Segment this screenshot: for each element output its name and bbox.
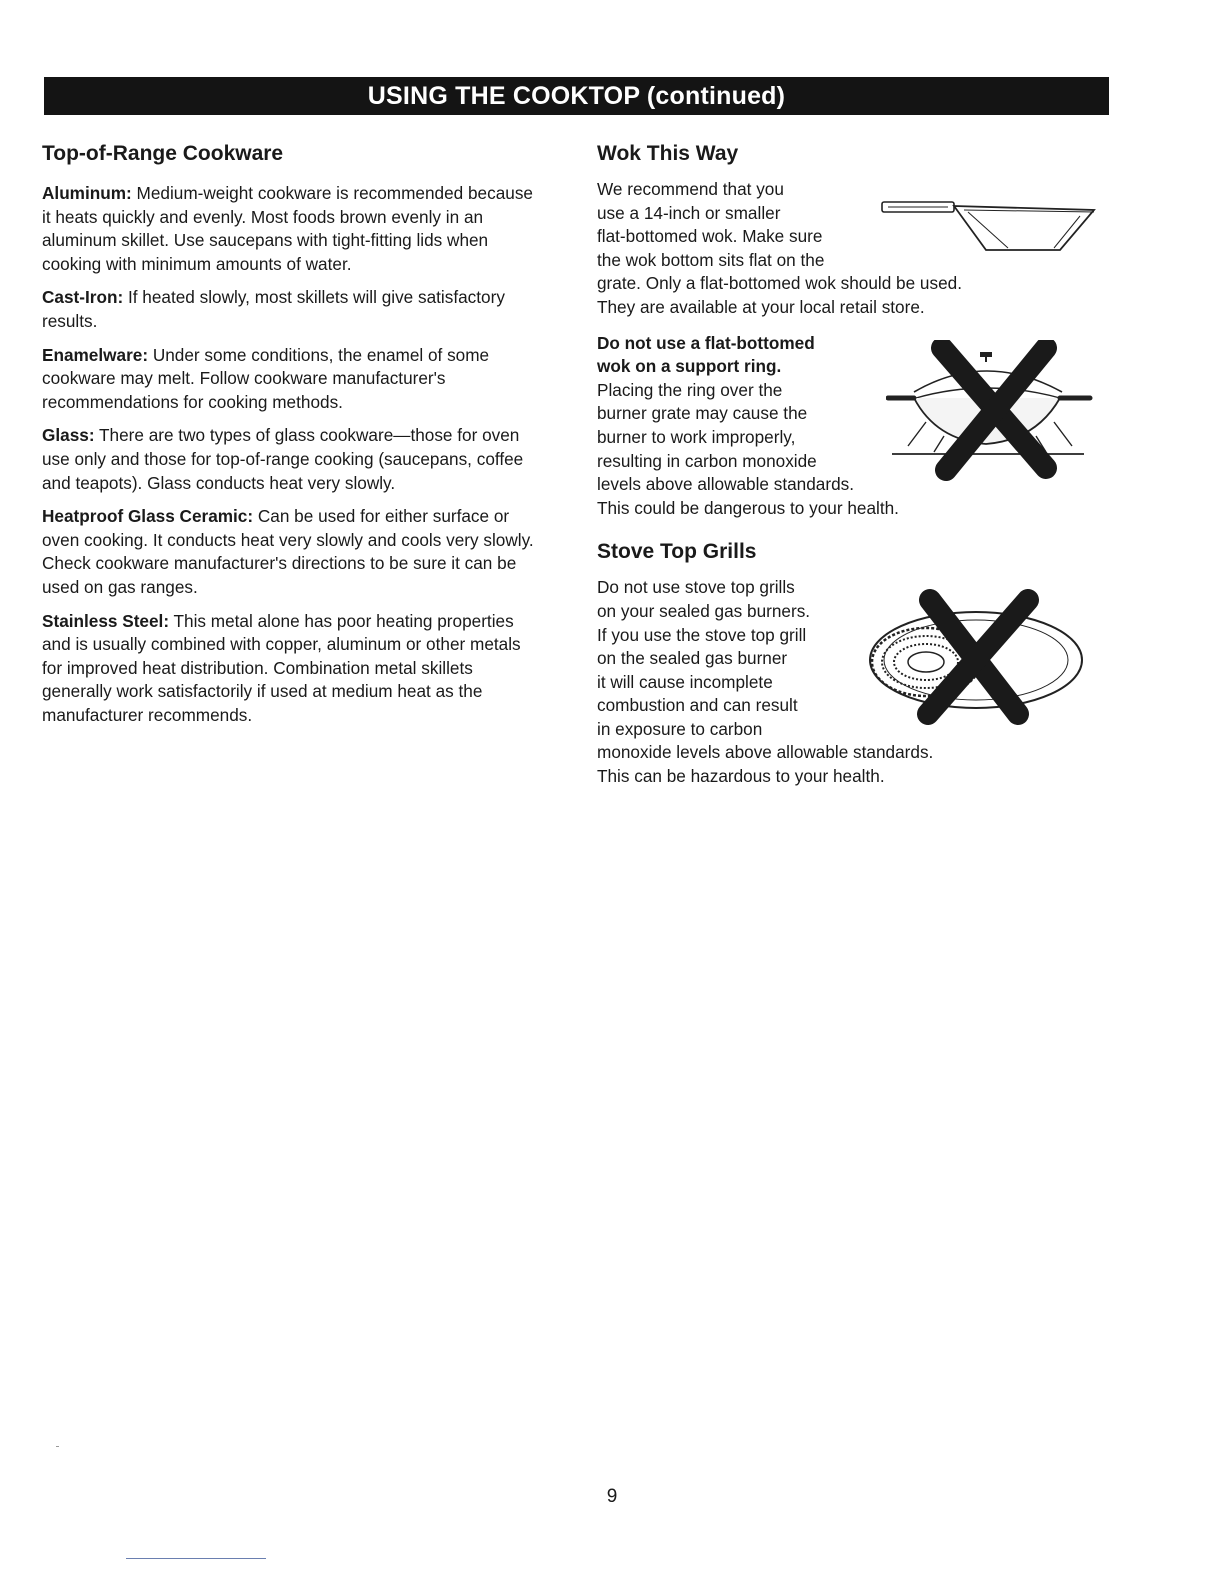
wok-warning-line: burner grate may cause the [597,403,808,424]
cast-iron-text: If heated slowly, most skillets will give satisfactory results. [42,287,505,331]
stainless-steel-text: This metal alone has poor heating properties and is usually combined with copper, aluminum or other metals for improved heat distribution. Combination metal skillets generally work satisfactorily if used at medium heat as the manufacturer recommends. [42,610,521,725]
wok-warning-line: Placing the ring over the [597,379,783,400]
cookware-heading: Top-of-Range Cookware [42,142,284,165]
stainless-steel-term: Stainless Steel: [42,610,170,631]
enamelware-paragraph [42,344,542,415]
wok-line: grate. Only a flat-bottomed wok should be used. [597,273,962,294]
glass-text: There are two types of glass cookware—those for oven use only and those for top-of-range cooking (saucepans, coffee and teapots). Glass conducts heat very slowly. [42,425,524,493]
wok-line: We recommend that you [597,179,784,199]
aluminum-term: Aluminum: [42,183,132,203]
grills-line: it will cause incomplete [597,671,773,692]
glass-ceramic-paragraph [42,505,542,599]
wok-line: flat-bottomed wok. Make sure [597,226,823,247]
grills-line: on the sealed gas burner [597,648,788,669]
wok-support-ring-illustration [886,340,1096,490]
grills-line: Do not use stove top grills [597,577,795,598]
scan-speck [56,1446,59,1447]
glass-ceramic-text: Can be used for either surface or oven cooking. It conducts heat very slowly and cools very slowly. Check cookware manufacturer's directions to be sure it can be used on gas ranges. [42,506,534,597]
wok-heading: Wok This Way [597,142,739,165]
enamelware-term: Enamelware: [42,344,149,365]
aluminum-text: Medium-weight cookware is recommended because it heats quickly and evenly. Most foods brown evenly in an aluminum skillet. Use saucepans with tight-fitting lids when cooking with minimum amounts of water. [42,183,533,274]
wok-line: the wok bottom sits flat on the [597,249,825,270]
page-number: 9 [606,1486,618,1507]
wok-warning-line: levels above allowable standards. [597,474,855,495]
aluminum-paragraph [42,182,542,276]
cast-iron-paragraph [42,286,542,333]
wok-line: use a 14-inch or smaller [597,202,781,223]
wok-warning-bold: wok on a support ring. [597,356,782,377]
grills-heading: Stove Top Grills [597,540,757,564]
flat-wok-illustration [868,192,1100,256]
wok-warning-line: resulting in carbon monoxide [597,450,817,471]
wok-line: They are available at your local retail store. [597,296,925,317]
grills-line: combustion and can result [597,695,798,716]
grills-line: on your sealed gas burners. [597,600,811,621]
grills-line: monoxide levels above allowable standards. [597,742,934,763]
grills-line: If you use the stove top grill [597,624,807,645]
footer-rule [126,1558,266,1559]
grills-line: This can be hazardous to your health. [597,766,885,787]
wok-warning-line: This could be dangerous to your health. [597,497,899,518]
glass-ceramic-term: Heatproof Glass Ceramic: [42,506,254,527]
stove-top-grill-illustration [866,588,1088,728]
grills-line: in exposure to carbon [597,718,763,739]
wok-warning-line: burner to work improperly, [597,426,796,447]
wok-warning-bold: Do not use a flat-bottomed [597,332,815,353]
cookware-column [42,140,542,737]
glass-paragraph [42,424,542,495]
enamelware-text: Under some conditions, the enamel of some cookware may melt. Follow cookware manufacturer's recommendations for cooking methods. [42,344,490,412]
cast-iron-term: Cast-Iron: [42,287,124,308]
glass-term: Glass: [42,425,95,446]
section-banner: USING THE COOKTOP (continued) [44,77,1109,115]
stainless-steel-paragraph [42,610,542,728]
